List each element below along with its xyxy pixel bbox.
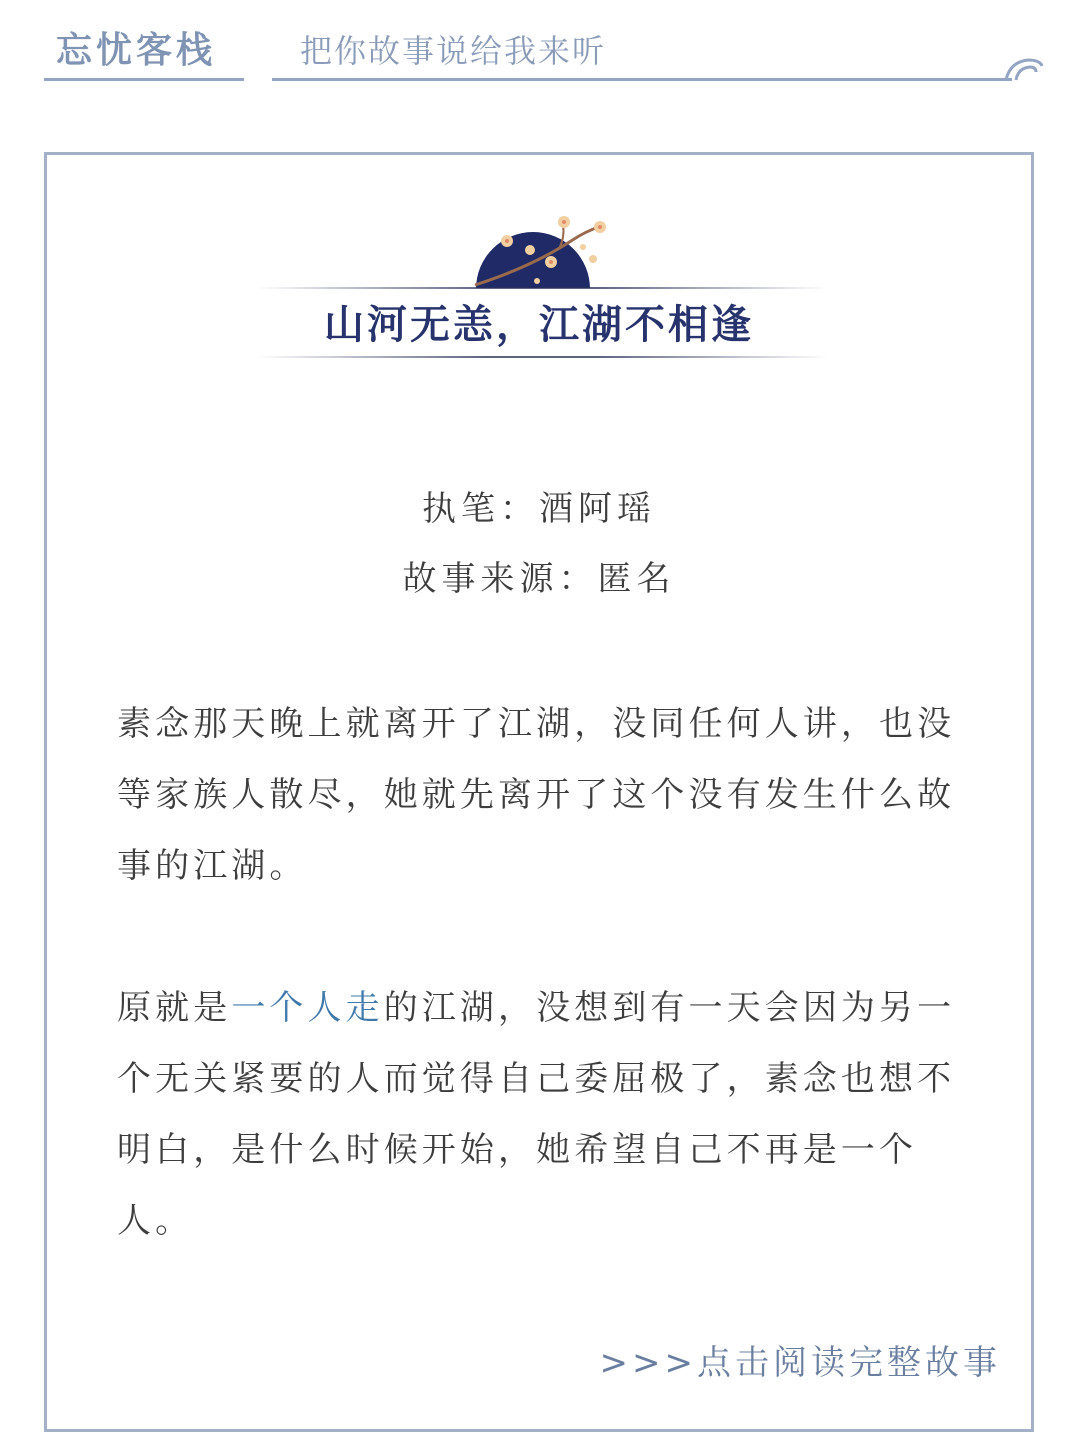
read-full-story-link[interactable]: >>>点击阅读完整故事: [599, 1343, 1001, 1383]
story-title: 山河无恙，江湖不相逢: [324, 302, 754, 348]
author-line: 执笔：酒阿瑶: [422, 489, 656, 529]
brand-title: 忘忧客栈: [56, 30, 217, 71]
source-line: 故事来源：匿名: [402, 559, 676, 599]
swirl-icon: [1004, 54, 1044, 84]
tagline: 把你故事说给我来听: [300, 32, 607, 70]
paragraph-2-start: 原就是: [117, 988, 232, 1028]
story-paragraph-2: [117, 973, 977, 1257]
story-card: [44, 152, 1034, 1432]
story-paragraph-1: 素念那天晚上就离开了江湖，没同任何人讲，也没等家族人散尽，她就先离开了这个没有发生什么故事的江湖。: [117, 704, 956, 886]
tagline-divider: [272, 78, 1012, 81]
paragraph-2-rest: 的江湖，没想到有一天会因为另一个无关紧要的人而觉得自己委屈极了，素念也想不明白，是什么时候开始，她希望自己不再是一个人。: [117, 988, 956, 1241]
brand-block: [44, 10, 244, 82]
brand-underline: [44, 78, 244, 81]
moon-blossom-icon: [471, 207, 621, 297]
highlight-phrase: 一个人走: [231, 988, 384, 1028]
title-rule-bottom: [257, 356, 827, 358]
title-rule-top: [257, 287, 827, 289]
